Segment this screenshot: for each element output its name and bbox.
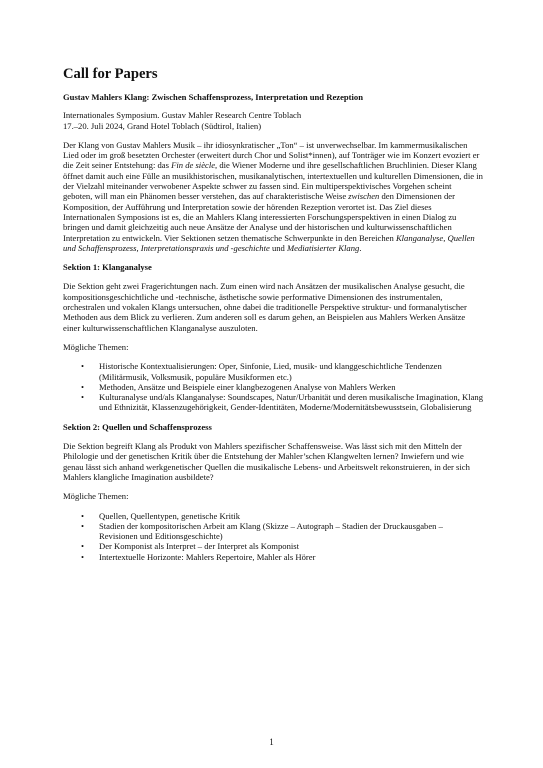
intro-emphasis: Klanganalyse — [395, 232, 444, 243]
intro-text: den Dimensionen der Komposition, der Aufführung und Interpretation sowie der hörenden Rezeption verortet ist. Das Ziel dieses Internationalen Symposions ist es, die an Mahlers Klang interessierten Forschungsperspektiven in einen Dialog zu bringen und damit gleichzeitig auch neue Ansätze der Analyse und der historischen und kulturwissenschaftlichen Interpretation zu entwickeln. Vier Sektionen setzen thematische Schwerpunkte in den Bereichen — [63, 191, 457, 243]
page-content — [63, 66, 483, 571]
list-item — [81, 392, 483, 413]
bullet-icon: • — [81, 551, 85, 562]
intro-text: , — [136, 242, 141, 253]
list-item — [81, 552, 483, 562]
list-item — [81, 541, 483, 551]
section-1-heading: Sektion 1: Klanganalyse — [63, 262, 152, 273]
section-1-topics-label: Mögliche Themen: — [63, 341, 129, 352]
symposium-subtitle: Gustav Mahlers Klang: Zwischen Schaffensprozess, Interpretation und Rezeption — [63, 92, 363, 102]
section-2-topics-label: Mögliche Themen: — [63, 491, 129, 502]
event-info — [63, 110, 483, 131]
intro-emphasis: Mediatisierter Klang — [286, 242, 360, 253]
list-item — [81, 521, 483, 542]
section-2-body: Die Sektion begreift Klang als Produkt von Mahlers spezifischer Schaffensweise. Was lässt sich mit den Mitteln der Philologie und der genetischen Kritik über die Entstehung der Mahler’schen Klangwelten lernen? Inwiefern und wie genau lässt sich anhand werkgenetischer Quellen die musikalische Lebens- und Arbeitswelt rekonstruieren, in der sich Mahlers klangliche Imagination ausbildete? — [63, 441, 470, 482]
bullet-icon: • — [81, 541, 85, 552]
list-item-text: Quellen, Quellentypen, genetische Kritik — [99, 510, 241, 521]
section-2-topics-list — [63, 511, 483, 562]
list-item-text: Intertextuelle Horizonte: Mahlers Repertoire, Mahler als Hörer — [99, 551, 316, 562]
list-item — [81, 382, 483, 392]
event-line-1: Internationales Symposium. Gustav Mahler Research Centre Toblach — [63, 110, 302, 121]
section-1-topics-list — [63, 361, 483, 412]
list-item — [81, 511, 483, 521]
intro-text: . — [359, 242, 362, 253]
bullet-icon: • — [81, 520, 85, 531]
intro-emphasis: Interpretationspraxis und -geschichte — [140, 242, 270, 253]
section-2-heading: Sektion 2: Quellen und Schaffensprozess — [63, 421, 212, 432]
page-title: Call for Papers — [63, 66, 158, 82]
intro-emphasis: Quellen und Schaffensprozess — [63, 232, 475, 253]
bullet-icon: • — [81, 392, 85, 403]
list-item-text: Methoden, Ansätze und Beispiele einer klangbezogenen Analyse von Mahlers Werken — [99, 381, 396, 392]
list-item-text: Der Komponist als Interpret – der Interpret als Komponist — [99, 541, 299, 552]
intro-paragraph — [63, 140, 483, 253]
list-item-text: Historische Kontextualisierungen: Oper, Sinfonie, Lied, musik- und klanggeschichtliche Tendenzen (Militärmusik, Volksmusik, populäre Musikformen etc.) — [99, 361, 442, 382]
bullet-icon: • — [81, 510, 85, 521]
intro-text: und — [269, 242, 287, 253]
section-1-body: Die Sektion geht zwei Fragerichtungen nach. Zum einen wird nach Ansätzen der musikalischen Analyse gesucht, die kompositionsgeschichtliche und -technische, ästhetische sowie performative Dimensionen des instrumentalen, orchestralen und vokalen Klangs untersuchen, ohne dabei die traditionelle Perspektive struktur- und formanalytischer Methoden aus dem Blick zu verlieren. Zum anderen soll es darum gehen, an Beispielen aus Mahlers Werken Ansätze einer kulturwissenschaftlichen Klanganalyse auszuloten. — [63, 281, 467, 333]
intro-text: , die Wiener Moderne und ihre gesellschaftlichen Bruchlinien. Dieser Klang öffnet damit auch eine Fülle an musikhistorischen, musikanalytischen, intertextuellen und kulturellen Dimensionen, die in der Vielzahl miteinander verwobener Aspekte schwer zu fassen sind. Ein multiperspektivisches Vorgehen scheint geboten, will man ein Phänomen besser verstehen, das auf charakteristische Weise — [63, 160, 483, 202]
bullet-icon: • — [81, 361, 85, 372]
intro-emphasis: Fin de siècle — [171, 160, 216, 171]
page-number: 1 — [269, 737, 274, 747]
list-item-text: Kulturanalyse und/als Klanganalyse: Soundscapes, Natur/Urbanität und deren musikalische Imagination, Klang und Ethnizität, Klassenzugehörigkeit, Gender-Identitäten, Moderne/Modernitätsbewusstsein, Globalisierung — [99, 392, 483, 413]
event-line-2: 17.–20. Juli 2024, Grand Hotel Toblach (Südtirol, Italien) — [63, 120, 262, 131]
intro-text: Der Klang von Gustav Mahlers Musik – ihr idiosynkratischer „Ton“ – ist unverwechselbar. Im kammermusikalischen Lied oder im groß besetzten Orchester (erweitert durch Chor und Solist*innen), auf Tonträger wie im Konzert evoziert er die Zeit seiner Entstehung: das — [63, 139, 480, 171]
list-item-text: Stadien der kompositorischen Arbeit am Klang (Skizze – Autograph – Stadien der Druckausgaben – Revisionen und Editionsgeschichte) — [99, 520, 443, 542]
bullet-icon: • — [81, 381, 85, 392]
intro-emphasis: zwischen — [348, 191, 380, 202]
intro-text: , — [443, 232, 448, 243]
list-item — [81, 361, 483, 382]
